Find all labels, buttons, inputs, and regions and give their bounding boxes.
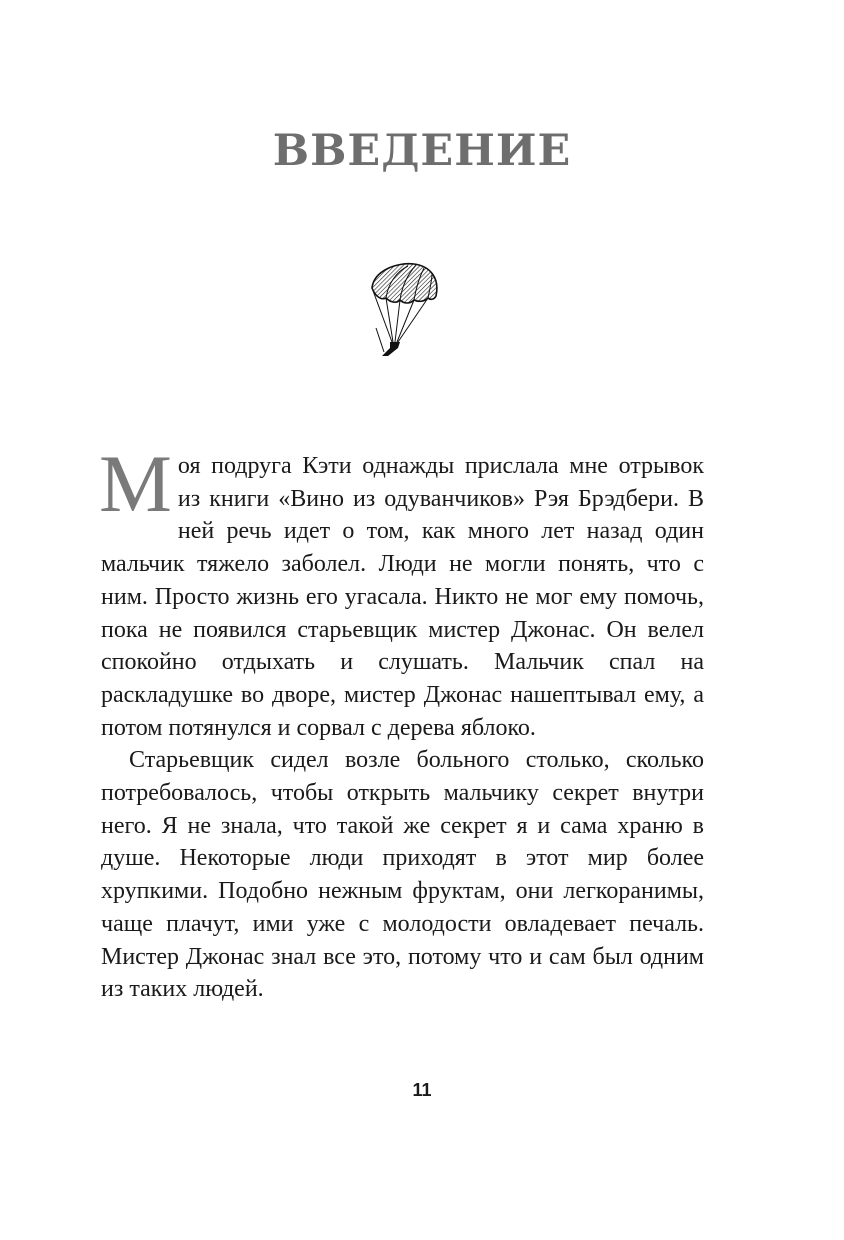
paragraph-text: оя подруга Кэти однажды прислала мне отрывок из книги «Вино из одуванчиков» Рэя Брэдбери. В ней речь идет о том, как много лет назад один мальчик тяжело заболел. Люди не могли понять, что с ним. Просто жизнь его угасала. Никто не мог ему помочь, пока не появился старьевщик мистер Джонас. Он велел спокойно отдыхать и слушать. Мальчик спал на раскладушке во дворе, мистер Джонас нашептывал ему, а потом потянулся и сорвал с дерева яблоко. — [101, 453, 704, 741]
drop-cap: М — [99, 438, 172, 529]
chapter-title: ВВЕДЕНИЕ — [272, 126, 572, 176]
paragraph — [99, 438, 704, 744]
page-number: 11 — [412, 1080, 432, 1100]
parachute-icon — [368, 262, 440, 358]
body-text — [99, 438, 704, 1006]
paragraph: Старьевщик сидел возле больного столько, сколько потребовалось, чтобы открыть мальчику секрет внутри него. Я не знала, что такой же секрет я и сама храню в душе. Некоторые люди приходят в этот мир более хрупкими. Подобно нежным фруктам, они легкоранимы, чаще плачут, ими уже с молодости овладевает печаль. Мистер Джонас знал все это, потому что и сам был одним из таких людей. — [101, 747, 704, 1003]
